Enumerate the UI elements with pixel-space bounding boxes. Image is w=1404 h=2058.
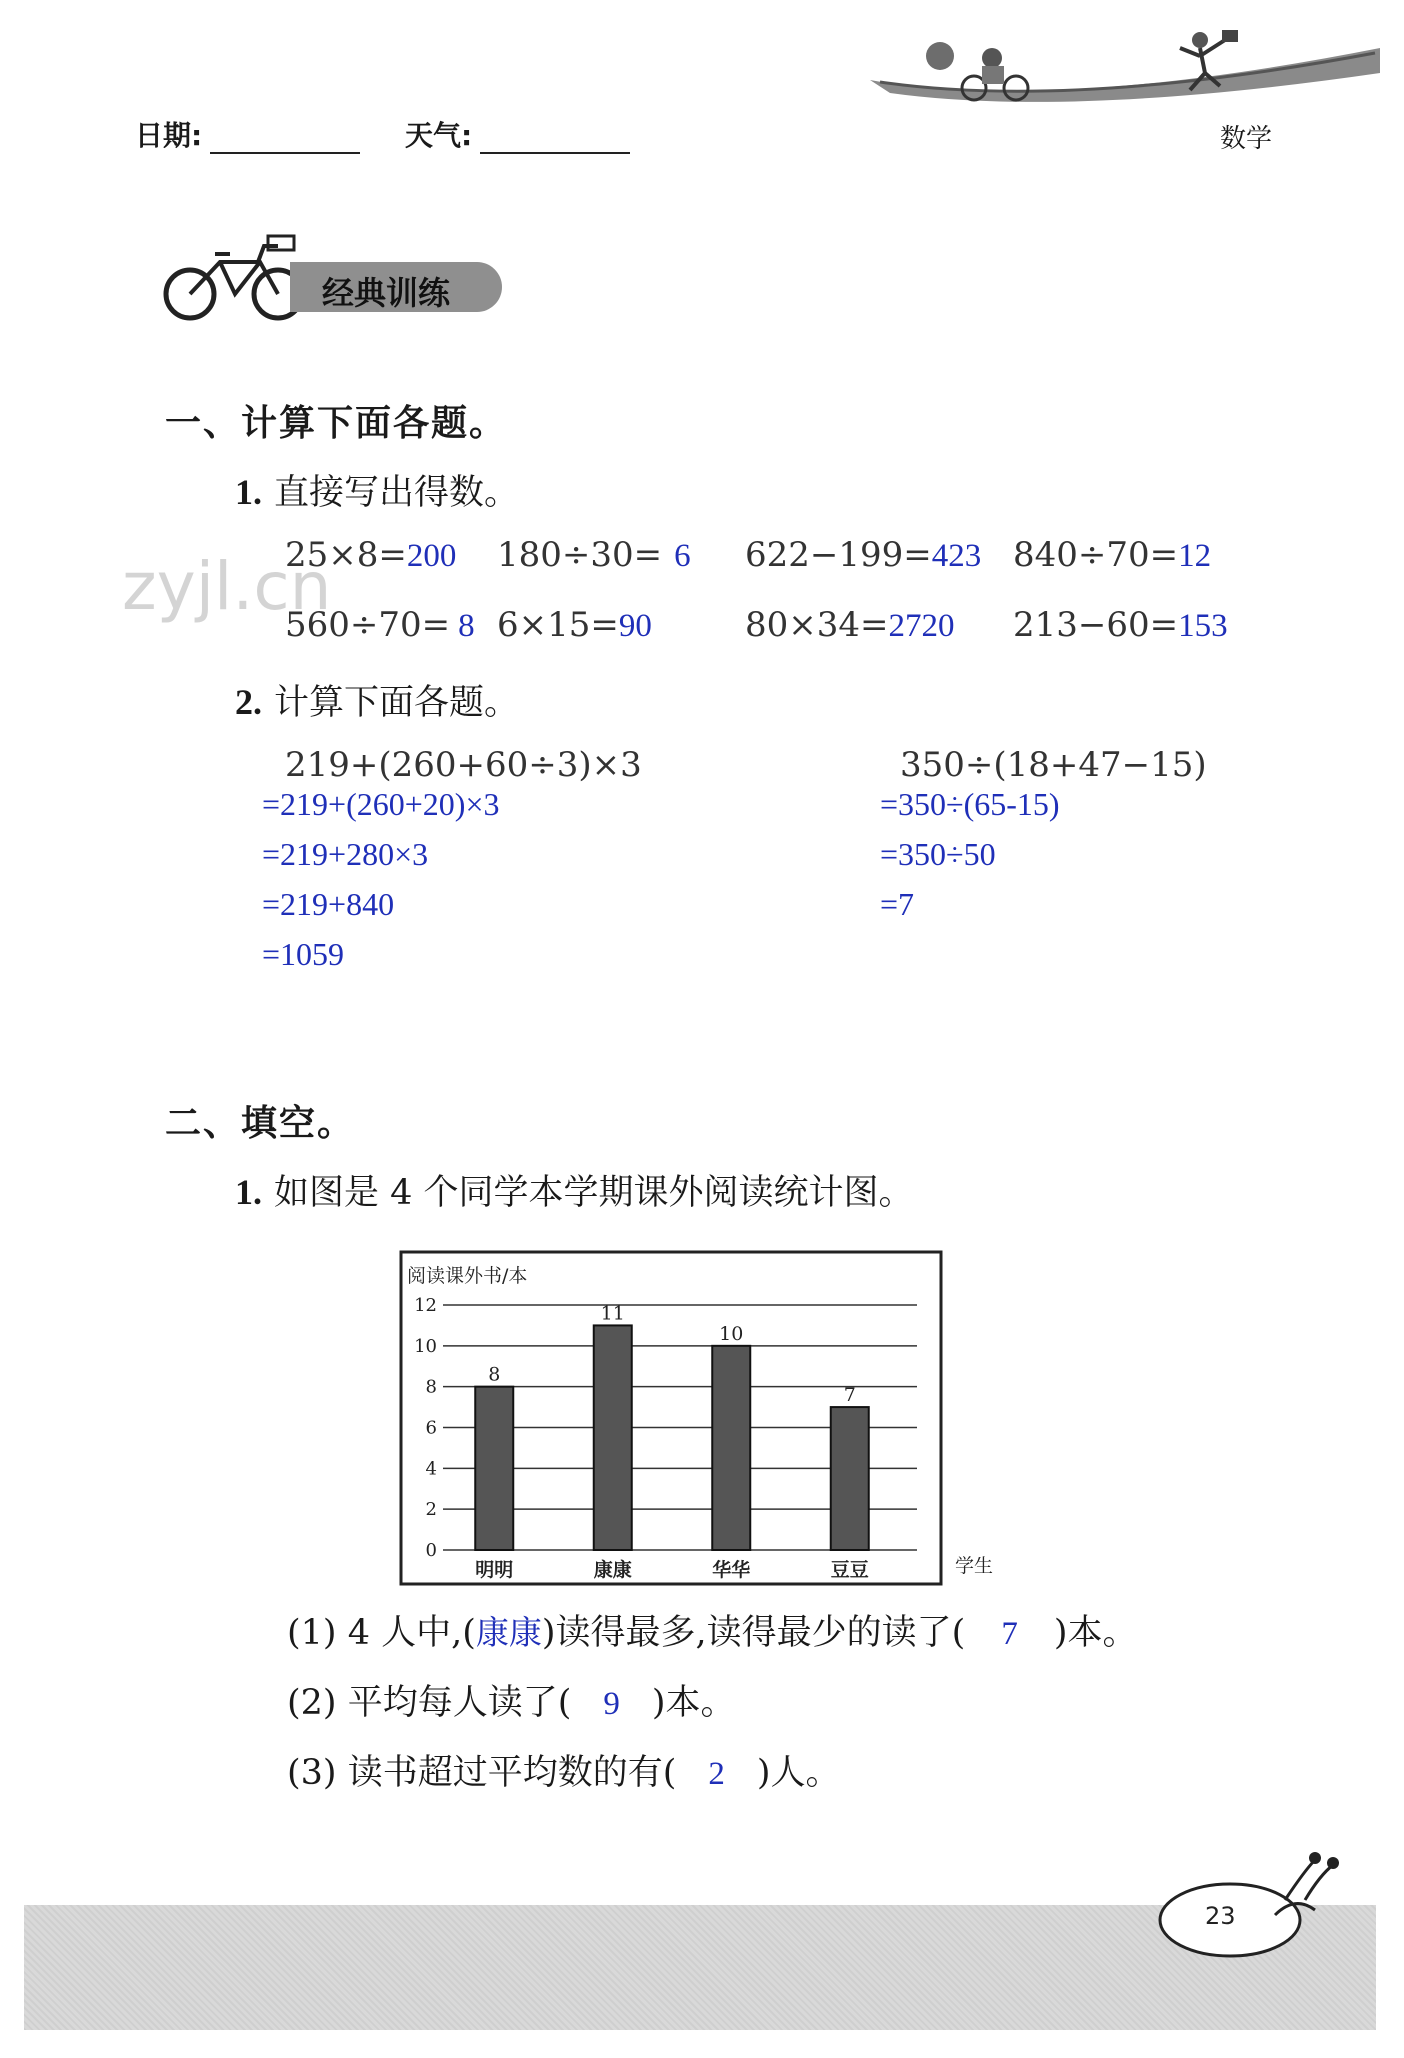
calc-left-step: =1059 <box>262 936 345 972</box>
oral-answer: 2720 <box>888 608 955 644</box>
chart-xlabel: 学生 <box>955 1555 994 1577</box>
oral-expr: 560÷70= <box>285 605 451 645</box>
date-blank[interactable] <box>210 126 360 154</box>
weather-field <box>405 114 630 154</box>
section2-title: 二、填空。 <box>165 1103 356 1144</box>
chart-ytick-label: 8 <box>425 1376 437 1398</box>
calc-right-step: =350÷50 <box>880 836 996 872</box>
header-illustration <box>870 18 1380 113</box>
weather-blank[interactable] <box>480 126 630 154</box>
fill-text: )人。 <box>756 1753 841 1793</box>
fill-text: )本。 <box>1053 1613 1138 1653</box>
oral-item <box>745 535 981 575</box>
calc-left-step: =219+(260+20)×3 <box>262 786 500 822</box>
oral-expr: 622−199= <box>745 535 932 575</box>
fill-text: )读得最多,读得最少的读了( <box>541 1613 966 1653</box>
calc-left-step: =219+840 <box>262 886 395 922</box>
fill-answer: 康康 <box>475 1616 542 1652</box>
subject-label: 数学 <box>1220 124 1273 154</box>
calc-right-expr: 350÷(18+47−15) <box>900 745 1207 785</box>
oral-item <box>1013 535 1211 575</box>
chart-ytick-label: 2 <box>425 1499 437 1521</box>
chart-value-label: 7 <box>843 1384 856 1407</box>
s1-question-2 <box>235 675 519 725</box>
chart-category-label: 华华 <box>712 1559 751 1581</box>
oral-item <box>1013 605 1228 645</box>
oral-expr: 80×34= <box>745 605 889 645</box>
oral-answer: 12 <box>1178 538 1212 574</box>
reading-bar-chart <box>395 1250 1015 1595</box>
date-label: 日期: <box>135 119 203 152</box>
date-field <box>135 114 360 154</box>
oral-expr: 840÷70= <box>1013 535 1179 575</box>
chart-category-label: 明明 <box>475 1559 514 1581</box>
oral-item <box>285 605 475 645</box>
calc-right-step: =7 <box>880 886 915 922</box>
fill-text: (2) 平均每人读了( <box>287 1683 572 1723</box>
fill-answer: 9 <box>603 1686 620 1722</box>
s1-q2-number: 2. <box>235 682 262 722</box>
fill-item-2 <box>287 1675 736 1725</box>
s1-question-1 <box>235 465 519 515</box>
oral-item <box>285 535 456 575</box>
s1-q1-text: 直接写出得数。 <box>274 473 520 513</box>
s1-q2-text: 计算下面各题。 <box>274 683 520 723</box>
calc-right-step: =350÷(65-15) <box>880 786 1060 822</box>
oral-expr: 213−60= <box>1013 605 1179 645</box>
chart-ylabel: 阅读课外书/本 <box>407 1265 528 1287</box>
bicycle-icon <box>160 232 310 322</box>
oral-expr: 6×15= <box>497 605 619 645</box>
s2-q1-text: 如图是 4 个同学本学期课外阅读统计图。 <box>274 1173 914 1213</box>
s2-question-1 <box>235 1165 914 1215</box>
oral-answer: 153 <box>1178 608 1228 644</box>
oral-answer: 423 <box>931 538 982 574</box>
weather-label: 天气: <box>405 119 473 152</box>
calc-left-expr: 219+(260+60÷3)×3 <box>285 745 642 785</box>
chart-value-label: 10 <box>719 1322 744 1345</box>
oral-answer: 8 <box>458 608 475 644</box>
chart-bar <box>831 1407 869 1550</box>
fill-text: (1) 4 人中,( <box>287 1613 476 1653</box>
chart-ytick-label: 4 <box>425 1458 437 1480</box>
banner-title: 经典训练 <box>322 274 451 312</box>
chart-bar <box>712 1346 750 1550</box>
snail-icon <box>1155 1840 1345 1960</box>
chart-bar <box>475 1387 513 1550</box>
oral-answer: 90 <box>618 608 652 644</box>
section1-title: 一、计算下面各题。 <box>165 403 508 444</box>
fill-item-3 <box>287 1745 841 1795</box>
calc-left-step: =219+280×3 <box>262 836 429 872</box>
fill-item-1 <box>287 1605 1137 1655</box>
watermark: zyjl.cn <box>122 548 332 625</box>
chart-bar <box>594 1325 632 1550</box>
chart-value-label: 8 <box>488 1363 501 1386</box>
chart-value-label: 11 <box>600 1302 625 1325</box>
s2-q1-number: 1. <box>235 1172 262 1212</box>
fill-answer: 2 <box>708 1756 725 1792</box>
chart-ytick-label: 6 <box>425 1417 437 1439</box>
oral-item <box>497 535 691 575</box>
oral-item <box>497 605 652 645</box>
page-number: 23 <box>1205 1902 1236 1930</box>
chart-category-label: 康康 <box>593 1559 632 1581</box>
oral-expr: 25×8= <box>285 535 407 575</box>
chart-ytick-label: 0 <box>425 1540 437 1561</box>
chart-ytick-label: 12 <box>414 1295 437 1316</box>
banner <box>290 262 502 312</box>
s1-q1-number: 1. <box>235 472 262 512</box>
fill-text: (3) 读书超过平均数的有( <box>287 1753 677 1793</box>
oral-expr: 180÷30= <box>497 535 663 575</box>
fill-answer: 7 <box>1001 1616 1018 1652</box>
chart-ytick-label: 10 <box>414 1335 437 1357</box>
oral-answer: 200 <box>406 538 457 574</box>
oral-item <box>745 605 955 645</box>
chart-category-label: 豆豆 <box>830 1559 869 1581</box>
oral-answer: 6 <box>674 538 691 574</box>
fill-text: )本。 <box>651 1683 736 1723</box>
